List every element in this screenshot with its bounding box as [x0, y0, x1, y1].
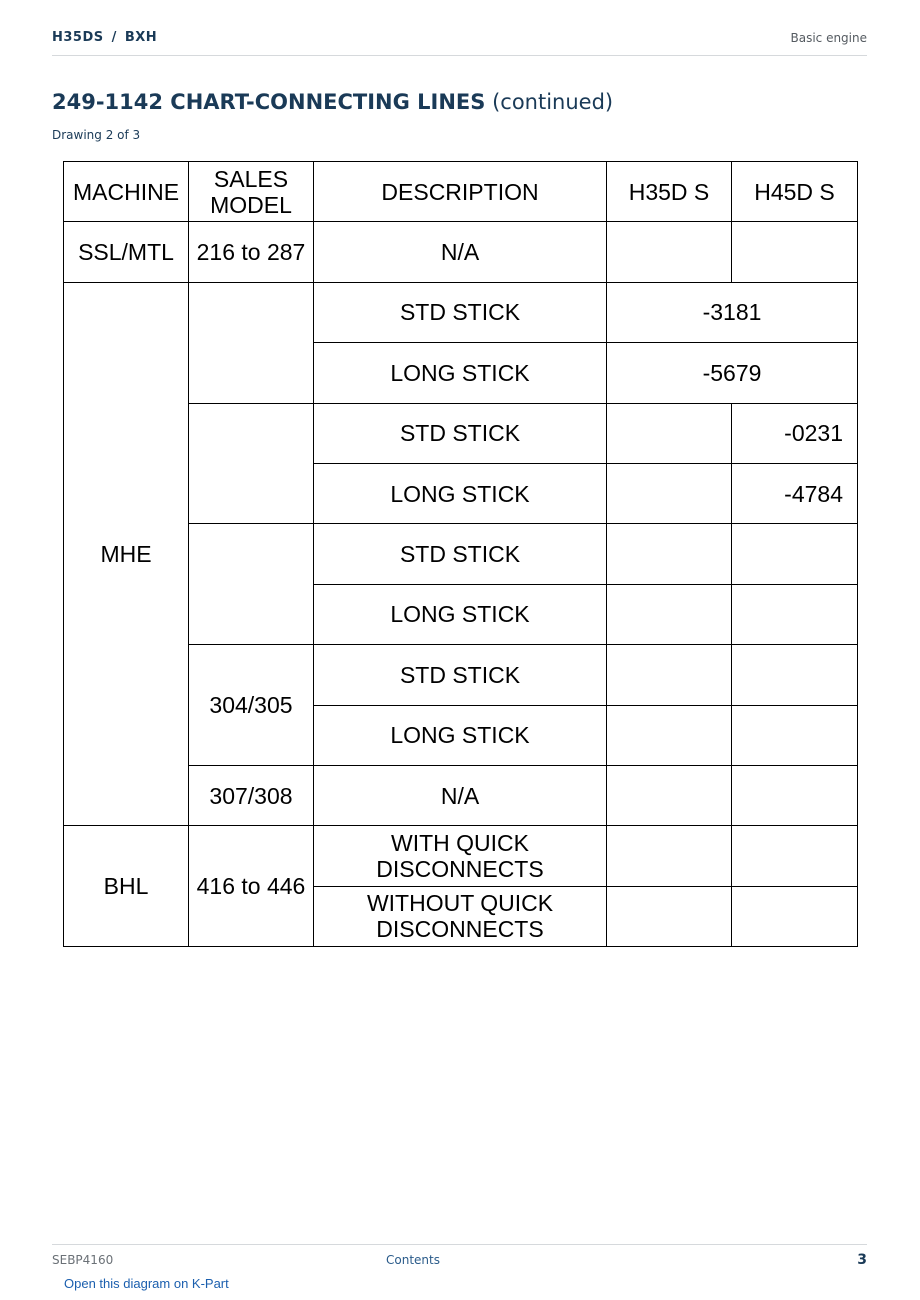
h35d-cell	[607, 403, 732, 463]
header-h45d-s: H45D S	[732, 162, 858, 222]
h35d-cell	[607, 463, 732, 523]
description-cell: STD STICK	[314, 282, 607, 342]
table-row	[64, 222, 858, 282]
open-kpart-link[interactable]: Open this diagram on K-Part	[64, 1276, 229, 1291]
part-number-cell: -0231	[732, 403, 858, 463]
description-cell: STD STICK	[314, 403, 607, 463]
h45d-cell	[732, 645, 858, 705]
h35d-cell	[607, 705, 732, 765]
part-number-cell: -4784	[732, 463, 858, 523]
table-row	[64, 282, 858, 342]
h35d-cell	[607, 222, 732, 282]
page-title-continued: (continued)	[492, 90, 614, 114]
document-id: SEBP4160	[52, 1253, 114, 1267]
description-cell: LONG STICK	[314, 343, 607, 403]
breadcrumb	[52, 30, 157, 45]
page-title-main: 249-1142 CHART-CONNECTING LINES	[52, 90, 486, 114]
description-cell: LONG STICK	[314, 463, 607, 523]
h35d-cell	[607, 524, 732, 584]
h35d-cell	[607, 826, 732, 886]
h45d-cell	[732, 705, 858, 765]
h45d-cell	[732, 222, 858, 282]
h45d-cell	[732, 765, 858, 825]
h45d-cell	[732, 826, 858, 886]
sales-model-cell: 216 to 287	[189, 222, 314, 282]
page-title	[52, 90, 613, 114]
drawing-number: Drawing 2 of 3	[52, 128, 141, 142]
description-cell: WITHOUT QUICK DISCONNECTS	[314, 886, 607, 946]
model-label: H35DS	[52, 30, 104, 45]
header-h35d-s: H35D S	[607, 162, 732, 222]
header-description: DESCRIPTION	[314, 162, 607, 222]
breadcrumb-separator: /	[111, 30, 117, 45]
header-machine: MACHINE	[64, 162, 189, 222]
sales-model-cell	[189, 282, 314, 403]
section-label: Basic engine	[790, 31, 867, 45]
table-row	[64, 826, 858, 886]
header-divider	[52, 55, 867, 56]
part-number-cell: -3181	[607, 282, 858, 342]
h35d-cell	[607, 645, 732, 705]
h45d-cell	[732, 886, 858, 946]
sales-model-cell	[189, 403, 314, 524]
contents-link[interactable]: Contents	[386, 1253, 440, 1267]
footer-divider	[52, 1244, 867, 1245]
machine-cell: MHE	[64, 282, 189, 826]
machine-cell: SSL/MTL	[64, 222, 189, 282]
sales-model-cell: 307/308	[189, 765, 314, 825]
h35d-cell	[607, 765, 732, 825]
connecting-lines-chart	[63, 161, 858, 947]
sales-model-cell	[189, 524, 314, 645]
machine-cell: BHL	[64, 826, 189, 947]
description-cell: LONG STICK	[314, 705, 607, 765]
header-sales-model: SALES MODEL	[189, 162, 314, 222]
description-cell: WITH QUICK DISCONNECTS	[314, 826, 607, 886]
description-cell: N/A	[314, 765, 607, 825]
description-cell: N/A	[314, 222, 607, 282]
part-number-cell: -5679	[607, 343, 858, 403]
table-header-row	[64, 162, 858, 222]
serial-label: BXH	[124, 30, 158, 45]
page-number: 3	[857, 1252, 867, 1268]
sales-model-cell: 304/305	[189, 645, 314, 766]
h35d-cell	[607, 886, 732, 946]
description-cell: STD STICK	[314, 645, 607, 705]
h45d-cell	[732, 524, 858, 584]
h45d-cell	[732, 584, 858, 644]
sales-model-cell: 416 to 446	[189, 826, 314, 947]
description-cell: STD STICK	[314, 524, 607, 584]
description-cell: LONG STICK	[314, 584, 607, 644]
h35d-cell	[607, 584, 732, 644]
